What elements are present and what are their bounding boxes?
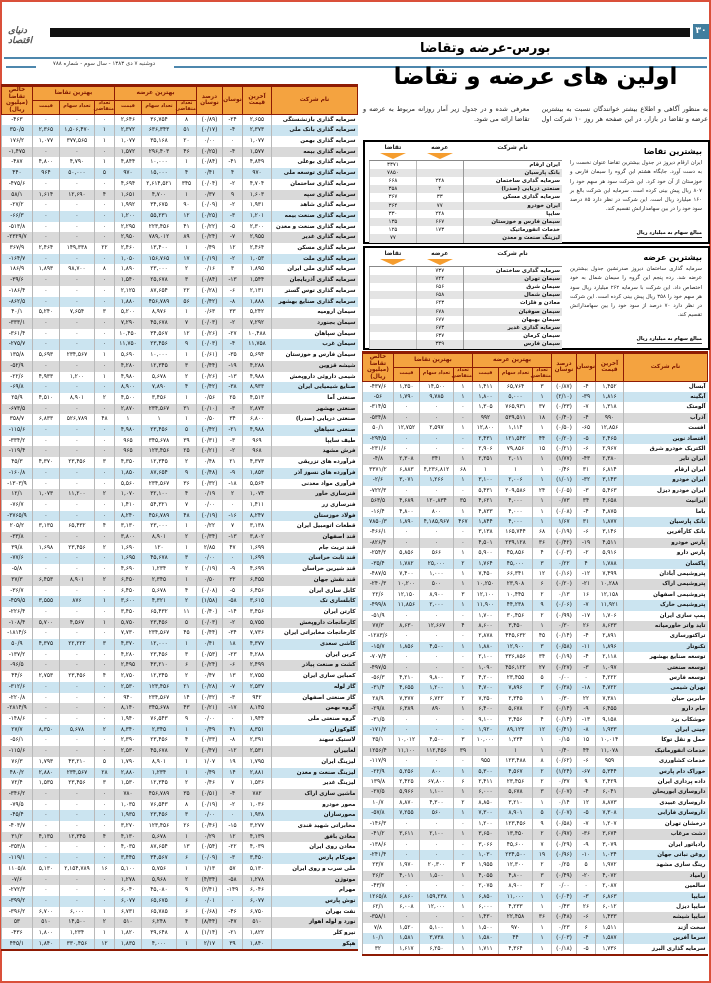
table-row: ایران خودرو ۳,۱۴۳ -۳۲ (۱/۰۱) ۱ ۲,۰۰۶ ۳,۱۰۰ ۱ ۱,۲۶۶ ۳,۰۷۱ -۲/۶ <box>362 475 707 485</box>
table-row: سرمایه گذاری بوعلی ۴,۸۴۹ -۴۱ (۰/۸۴) ۱ ۱۰,۰۰۰ ۴,۸۴۴ ۱ ۴,۷۹۰ ۴,۸۰۰ -۴۸۷ <box>1 157 357 168</box>
table-row: پتروشیمی اصفهان ۱۲,۱۵۸ ۱۶ ۰/۱۳ ۲ ۱۰,۴۴۵ ۱۲,۱۰۰ ۳ ۸,۹۰۰ ۱۲,۱۵۰ ۲۲/۶ <box>362 590 707 600</box>
table-row: معادن و فلزات ۶۴۳ <box>370 299 563 307</box>
table-row: پارس خودرو ۴,۵۱۱ -۱۹ (۰/۴۲) ۳۶ ۲۳۹,۱۲۸ ۴,۵۰۱ ۰ ۰ ۰ -۸۲۶/۴ <box>362 538 707 548</box>
dateline-dash <box>6 66 36 68</box>
col-change-pct: درصد نوسان <box>552 353 577 382</box>
table-row: سرمایه گذاری مسکن ۳۳ ۳۶۷ <box>370 193 563 201</box>
table-row: قند تربت جام ۱,۶۹۹ ۴۷ ۲/۸۵ ۱ ۱۲۰ ۱,۶۹۰ ۲ ۲۳,۴۵۶ ۱,۶۹۸ ۳۹/۸ <box>1 543 357 554</box>
col-company: نام شرکت <box>463 145 562 160</box>
table-row: کارخانجات مخابراتی ایران ۷,۷۳۶ -۳۴ (۰/۴۴) ۴۵ ۲۳۴,۵۶۷ ۷,۷۳۰ ۰ ۰ ۰ -۱۸۱۴/۶ <box>1 628 357 639</box>
table-row: لیزینگ غدیر ۱,۵۳۶ ۷ ۰/۴۶ ۲ ۱۲,۳۴۵ ۱,۵۳۰ ۳ ۲۳,۴۵۶ ۱,۵۳۵ ۷۲/۴ <box>1 778 357 789</box>
table-row: جام دارو ۶,۴۵۵ -۹ (۰/۱۴) ۲ ۵,۶۷۸ ۶,۴۰۰ ۱ ۸۹۰ ۶,۳۸۹ -۲۹/۸ <box>362 704 707 714</box>
table-row: آبگینه ۱,۸۱۶ -۳۹ (۲/۱۰) ۱ ۵,۰۰۰ ۱,۸۰۰ ۱ ۹,۷۸۵ ۱,۷۹۰ -۵۶ <box>362 392 707 402</box>
col-demand-count: تعداد متقاضی <box>453 367 472 381</box>
table-row: کابلسازی تک ۳,۶۱۵ -۵۸ (۱/۵۸) ۲ ۴,۳۲۱ ۳,۶۰۰ ۱ ۸۷۶ ۳,۵۵۵ -۴۵۹/۵ <box>1 596 357 607</box>
down-arrow-icon <box>380 153 406 159</box>
table-row: صنعتی آما ۴,۵۱۳ ۲۵ ۰/۵۶ ۱ ۳,۴۵۶ ۴,۵۰۰ ۲ ۸,۹۰۱ ۴,۵۱۰ ۲۵/۹ <box>1 393 357 404</box>
table-row: معادن بافق ۴,۱۳۹ ۱۲ ۰/۲۹ ۱ ۵,۶۷۸ ۴,۱۳۰ ۴ ۱۲,۳۴۵ ۴,۱۳۵ ۳۱/۲ <box>1 832 357 843</box>
table-row: دشت مرغاب ۳,۶۷۴ -۳۶ (۰/۹۷) ۲ ۱۳,۴۵۰ ۳,۶۵۰ ۱ ۲,۱۰۰ ۳,۶۱۱ -۴۱/۲ <box>362 829 707 839</box>
table-row: توسعه فارس ۴,۲۲۲ ۰ ۰/۰۰ ۵ ۲۳,۴۵۵ ۴,۲۰۰ ۲ ۹,۸۰۰ ۴,۲۱۰ -۵۶/۳ <box>362 673 707 683</box>
left-quotes-table-wrap <box>2 84 358 951</box>
table-row: فرش مشهد ۹۶۸ -۲ (۰/۲۱) ۲۵ ۱۲۳,۴۵۶ ۹۶۵ ۰ ۰ ۰ -۱۱۹/۴ <box>1 446 357 457</box>
table-row: سیمان بجنورد ۷,۲۹۲ -۲ (۰/۰۳) ۷ ۴۵,۶۷۸ ۷,۲۹۰ ۰ ۰ ۰ -۳۳۳/۱ <box>1 318 357 329</box>
col-supply-price: قیمت <box>114 100 141 114</box>
table-row: هپکو ۱,۸۴۰ ۳۹ ۲/۱۷ ۱ ۴,۰۰۰ ۱,۸۳۵ ۱۲ ۳۳۰,۴۵۶ ۱,۸۴۰ ۴۴۵/۱ <box>1 939 357 951</box>
table-row: فولاد خوزستان ۸,۲۴۷ -۱۶ (۰/۱۹) ۴۸ ۴۵۶,۷۸۹ ۸,۲۴۰ ۰ ۰ ۰ -۳۷۶۵/۹ <box>1 511 357 522</box>
col-change-pct: درصد نوسان <box>197 86 223 115</box>
table-row: سخت آژند ۱,۵۱۱ ۶ ۰/۲۳ ۱ ۹۷۰ ۱,۵۰۰ ۱ ۵,۱۰۰ ۱,۵۲۰ ۷/۸ <box>362 923 707 933</box>
table-row: سرمایه گذاری توسعه ملی ۹۷۰ ۴ ۰/۴۱ ۴ ۱۵,۰۰۰ ۹۷۰ ۵ ۵۰,۰۰۰ ۹۶۴ ۴۴۰ <box>1 168 357 179</box>
col-supply-price: قیمت <box>472 367 498 381</box>
table-row: رادیاتور ایران ۳,۰۷۹ -۹ (۰/۲۹) ۷ ۴۵,۶۰۰ ۳,۰۶۶ ۰ ۰ ۰ -۱۳۸/۶ <box>362 840 707 850</box>
table-row: سرمایه گذاری شاهد ۱,۹۳۱ -۲ (۰/۰۹) ۹۰ ۳۴,۶۷۵ ۱,۹۹۲ ۰ ۰ ۰ -۲۷/۲ <box>1 200 357 211</box>
table-row: بانک پارسیان ۷۸۵۰ <box>370 169 563 177</box>
table-row: چینی ایران ۱,۹۳۳ -۸ (۰/۴۱) ۱۲ ۸۹,۱۲۳ ۱,۹۲۰ ۰ ۰ ۰ -۱۷۱/۲ <box>362 725 707 735</box>
table-row: ایران خودرو ۷۷ ۳۶۴ <box>370 202 563 210</box>
table-row: الکتریک خودرو شرق ۲,۹۶۷ -۶ (۰/۲۱) ۱۵ ۷۹,۸۵۶ ۲,۹۰۶ ۰ ۰ ۰ -۲۳۱/۶ <box>362 444 707 454</box>
table-row: آذرآب ۹۹۰ -۴ (۰/۴۰) ۱۸ ۵۳۹,۵۱۱ ۹۹۲ ۰ ۰ ۰ -۵۳۴/۸ <box>362 413 707 423</box>
table-row: سرمایه گذاری توس گستر ۲,۱۳۱ -۶ (۰/۲۸) ۲۲ ۸۷,۶۵۴ ۲,۱۲۵ ۰ ۰ ۰ -۱۸۶/۴ <box>1 286 357 297</box>
table-row: لاستیک سهند ۲,۳۹۱ -۸ (۰/۳۳) ۴ ۲۳,۴۵۶ ۲,۳۹۰ ۰ ۰ ۰ -۵۶/۱ <box>1 735 357 746</box>
col-demand-volume: تعداد سهام <box>59 100 94 114</box>
most-supply-heading: بیشترین عرضه <box>643 253 702 262</box>
table-row: پتروشیمی آبادان ۷,۴۹۹ -۱۲ (۰/۱۶) ۱۲ ۶۶,۳۴۱ ۷,۴۵۰ ۱ ۱,۰۰۰ ۷,۴۰۰ -۴۸۷/۵ <box>362 569 707 579</box>
table-row: ماشین سازی اراک ۷۸۲ -۴ (۰/۵۱) ۳۵ ۴۵۶,۷۸۹ ۷۸۰ ۰ ۰ ۰ -۳۴۶/۲ <box>1 789 357 800</box>
page-title: اولین های عرضه و تقاضا <box>393 64 678 90</box>
table-row: گاز صنعتی اصفهان ۹۴۲ -۳ (۰/۳۲) ۱۴ ۲۳۴,۵۶۷ ۹۴۰ ۰ ۰ ۰ -۲۲۰/۸ <box>1 693 357 704</box>
table-row: تراکتورسازی ۲,۸۹۱ -۴ (۰/۱۴) ۴۵ ۴۴۵,۶۳۲ ۲,۸۷۸ ۰ ۰ ۰ -۱۲۸۳/۶ <box>362 631 707 641</box>
table-row: سیمان سپاهان ۱۰,۴۸۸ -۲۷ (۰/۲۶) ۱۲ ۳۴,۵۶۷ ۱۰,۴۵۰ ۰ ۰ ۰ -۳۶۱/۴ <box>1 329 357 340</box>
most-supply-table-wrap <box>365 248 566 348</box>
table-row: سیمان شرق ۶۵۶ <box>370 283 563 291</box>
most-demand-text <box>566 142 708 242</box>
col-company: نام شرکت <box>272 86 358 115</box>
table-row: قند نقش جهان ۶,۴۵۵ ۳۲ ۰/۵۰ ۱ ۲,۳۴۵ ۶,۴۵۰ ۲ ۸,۹۰۱ ۶,۴۵۳ ۳۷/۳ <box>1 575 357 586</box>
table-row: سرمایه گذاری سپه ۱,۶۰۳ ۹ ۰/۳۷ ۱ ۴,۷۰۰ ۱,۶۵۱ ۴ ۱۲,۶۹۰ ۱,۶۱۴ ۵۸/۱ <box>1 190 357 201</box>
down-arrow-icon <box>380 259 406 265</box>
table-row: معادن روی ایران ۴,۰۳۹ -۲۲ (۰/۵۴) ۱۳ ۸۷,۶۵۴ ۴,۰۳۵ ۰ ۰ ۰ -۳۵۳/۸ <box>1 842 357 853</box>
frame-top <box>0 0 711 2</box>
table-row: تاید واتر خاورمیانه ۸,۶۳۳ ۲۶ ۰/۳۰ ۱ ۳,۴۵۰ ۸,۶۰۰ ۴ ۱۲,۶۶۷ ۸,۶۳۰ ۷۷/۳ <box>362 621 707 631</box>
table-row: مهرام ۶,۰۴۶ -۱۴۹ (۲/۴۱) ۹ ۴۵,۰۸۰ ۶,۰۴۰ ۰ ۰ ۰ -۲۷۲/۳ <box>1 885 357 896</box>
table-row: جابربن حیان ۷,۳۸۱ ۲۲ ۰/۳۰ ۱ ۲,۳۴۵ ۷,۳۵۰ ۲ ۶,۷۲۲ ۷,۳۷۷ ۲۸/۹ <box>362 694 707 704</box>
table-row: سرمایه گذاری بازنشستگی ۲,۶۵۵ -۲۴ (۰/۸۹) ۸ ۳۶,۷۵۴ ۲,۶۴۶ ۰ ۰ ۰ -۴۶۳ <box>1 114 357 125</box>
table-row: فرآورده های تزریقی ۴,۳۷۳ ۲۱ ۰/۴۸ ۲ ۱۲,۳۴۵ ۴,۳۵۰ ۳ ۲۳,۴۵۶ ۴,۳۷۰ ۴۵/۳ <box>1 457 357 468</box>
table-row: سرمایه گذاری البرز ۱,۷۳۶ -۵ (۰/۱۸) ۱ ۴,۳۶۴ ۱,۷۱۱ ۱ ۶,۲۵۰ ۱,۶۱۷ ۳۲ <box>362 944 707 955</box>
table-row: سالمین ۲,۰۸۷ ۰ ۰/۰۰ ۲ ۸,۹۰۰ ۲,۰۷۵ ۰ ۰ ۰ -۴۳/۷ <box>362 881 707 891</box>
table-row: صنعتی بهشهر ۲,۸۷۳ -۳ (۰/۱۰) ۳۱ ۲۳۴,۵۶۷ ۲,۸۷۰ ۰ ۰ ۰ -۶۷۳/۵ <box>1 404 357 415</box>
table-row: سایپا دیزل ۶,۰۱۲ ۲۶ ۰/۴۳ ۱ ۴,۲۳۳ ۶,۰۰۰ ۱ ۱۲,۰۰۰ ۶,۰۰۸ ۶۲/۱ <box>362 902 707 912</box>
intro-paragraph: به منظور آگاهی و اطلاع بیشتر خوانندگان نسبت به بیشترین عرضه و تقاضا در بازار، در این صفحه هر روز ۱۰ شرکت اول معرفی شده و در جدول زیر آمار روزانه مربوط به عرضه و تقاضا ارائه می شود. <box>363 105 708 124</box>
col-demand-count: تعداد متقاضی <box>94 100 114 114</box>
table-row: داده پردازی ایران ۲,۴۲۹ ۹ ۰/۳۷ ۲ ۲۳,۴۵۶ ۲,۴۱۱ ۶ ۶۷,۸۰۰ ۲,۴۲۵ ۱۳۹/۸ <box>362 777 707 787</box>
col-net-demand: خالص تقاضا (میلیون ریال) <box>1 86 32 115</box>
table-row: پارس دارو ۵,۹۱۶ -۲ (۰/۰۳) ۴ ۴۵,۸۵۶ ۵,۹۰۰ ۱ ۵۶۶ ۵,۸۵۶ -۲۵۴/۲ <box>362 548 707 558</box>
table-row: توسعه صنایع بهشهر ۲,۱۱۸ -۴ (۰/۱۹) ۳۴ ۳۳۶,۸۵۶ ۲,۱۰۰ ۰ ۰ ۰ -۷۰۷/۴ <box>362 652 707 662</box>
table-row: سیمان بهبهان ۶۷۷ <box>370 316 563 324</box>
table-row: لیزینگ صنعت و معدن ۲,۸۸۱ ۱۴ ۰/۴۹ ۱ ۱,۲۳۴ ۲,۸۸۰ ۲۸ ۲۳۴,۵۶۷ ۲,۸۸۰ ۴۸۰/۲ <box>1 768 357 779</box>
table-row: سایپا شیشه ۱,۴۳۳ -۶ (۰/۴۸) ۳۶ ۲۲,۴۵۸ ۱,۴۳۰ ۰ ۰ ۰ -۳۵۸/۱ <box>362 912 707 922</box>
table-row: مهرکام پارس ۳,۴۵۰ -۳ (۰/۰۹) ۶ ۳۴,۵۶۷ ۳,۴۴۵ ۰ ۰ ۰ -۱۱۹/۱ <box>1 853 357 864</box>
table-row: کمباین سازی ایران ۲,۷۵۵ ۱۳ ۰/۴۷ ۲ ۱۲,۳۴۵ ۲,۷۵۰ ۴ ۲۳,۴۵۶ ۲,۷۵۳ ۴۴/۶ <box>1 671 357 682</box>
table-row: صنعتی دریایی (صدرا) ۶,۸۰۰ ۳۴ ۰/۵۰ ۱ ۱ ۱ ۴۸ ۵۲۶,۷۸۹ ۶,۸۳۳ ۳۵۸/۷ <box>1 414 357 425</box>
table-row: کارخانجات داروپخش ۵,۷۵۵ -۲ (۰/۰۳) ۵ ۲۳,۴۵۶ ۵,۷۵۰ ۱ ۴,۵۶۷ ۵,۷۰۰ -۱۰۸/۴ <box>1 618 357 629</box>
col-demand: تقاضا <box>370 145 417 160</box>
col-supply-count: تعداد متقاضی <box>177 100 197 114</box>
table-row: سیمان کرمان ۶۳۷ <box>370 332 563 340</box>
table-row: گاز لوله ۲,۵۳۷ -۷ (۰/۲۸) ۲۱ ۱۲۳,۴۵۶ ۲,۵۳۰ ۰ ۰ ۰ -۳۱۲/۶ <box>1 682 357 693</box>
most-demand-heading: بیشترین تقاضا <box>643 147 702 156</box>
table-row: لعابیران ۲,۵۳۱ -۱۲ (۰/۴۷) ۷ ۴۵,۶۷۸ ۲,۵۳۰ ۰ ۰ ۰ -۱۱۵/۶ <box>1 746 357 757</box>
col-last-price: آخرین قیمت <box>596 353 624 382</box>
dateline: دوشنبه ۷ دی ۱۳۸۳ - سال سوم - شماره ۷۸۸ <box>52 61 156 67</box>
right-quotes-table-wrap <box>363 351 708 956</box>
header-rule <box>4 57 707 59</box>
col-group-best-supply: بهترین عرضه <box>114 86 196 101</box>
table-row: سرمایه گذاری ملت ۱,۰۵۳ -۲ (۰/۱۹) ۱۷ ۱۵۶,۷۶۵ ۱,۰۵۰ ۰ ۰ ۰ -۱۶۴/۷ <box>1 254 357 265</box>
table-row: ملی سرب و روی ایران ۵,۱۳۰ ۵۷ ۱/۱۳ ۱ ۵,۷۵۶ ۵,۱۰۰ ۱۶ ۲,۱۵۴,۷۸۹ ۵,۱۳۰ ۱۱۰۵/۸ <box>1 864 357 875</box>
col-group-best-demand: بهترین تقاضا <box>393 353 472 368</box>
table-row: نیرو کلر ۱,۸۲۲ -۲۱ (۱/۱۴) ۸ ۳۹,۶۴۸ ۱,۸۲۰ ۱ ۱,۲۳۴ ۱,۸۰۰ -۴۳۶ <box>1 928 357 939</box>
table-row: فرآورده های نسوز آذر ۱,۸۵۳ -۹ (۰/۴۸) ۹ ۸۷,۶۵۴ ۱,۸۵۰ ۰ ۰ ۰ -۱۶۰/۸ <box>1 468 357 479</box>
table-row: سرمایه گذاری بهمن ۱,۰۷۷ ۰ ۰/۰۰ ۲۰ ۳۵,۱۶۸ ۱,۰۷۷ ۱ ۳۷۷,۵۶۵ ۱,۰۷۷ ۱۷۶/۲ <box>1 136 357 147</box>
table-row: محورسازان ۱,۹۳۸ ۰ ۰/۰۰ ۳ ۲۳,۴۵۶ ۱,۹۳۵ ۰ ۰ ۰ -۴۵/۴ <box>1 810 357 821</box>
table-row: قند شیرین خراسان ۴,۶۹۹ -۹ (۰/۱۹) ۲ ۱,۲۳۴ ۴,۶۹۰ ۰ ۰ ۰ -۵/۸ <box>1 564 357 575</box>
table-row: ایران تایر ۲,۳۸۰ -۴۳ (۱/۷۷) ۱ ۲,۰۱۱ ۲,۳۵۱ ۱ ۳۴۱ ۲,۳۰۸ -۴/۸ <box>362 454 707 464</box>
table-row: پمپ سازی ایران ۱,۷۰۶ -۱۷ (۰/۹۹) ۲ ۳۰,۴۵۶ ۱,۷۰۰ ۰ ۰ ۰ -۵۱/۹ <box>362 611 707 621</box>
table-row: ایران ارقام ۶,۸۱۴ ۳۱ ۰/۴۶ ۱ ۱ ۱ ۶۸ ۴,۲۳۶,۸۱۲ ۶,۸۸۳ ۳۳۷۱/۲ <box>362 465 707 475</box>
table-row: صنعتی دریایی (صدرا) ۴ ۳۵۸ <box>370 185 563 193</box>
table-row: نورد و لوله اهواز ۵۱۰ -۴۷ (۸/۴۴) ۴ ۶,۲۴۸ ۵۱۰ ۲ ۱۴,۵۰۰ ۵۱۰ ۵۳ <box>1 917 357 928</box>
table-row: مخابراتی شهید قندی ۳,۲۷۷ -۱۵ (۰/۴۶) ۲۶ ۱۲۳,۴۵۶ ۳,۲۷۰ ۰ ۰ ۰ -۴۰۳/۷ <box>1 821 357 832</box>
table-row: سرمایه گذاری ملی ایران ۱,۸۹۵ ۳ ۰/۱۶ ۲ ۲۳,۰۰۰ ۱,۸۹۰ ۸ ۹۸,۷۰۰ ۱,۸۹۳ ۱۸۶/۹ <box>1 264 357 275</box>
col-supply: عرضه <box>416 251 463 266</box>
col-demand: تقاضا <box>370 251 417 266</box>
most-demand-body: ایران ارقام دیروز در جدول بیشترین تقاضا عنوان نخست را به دست آورد. جایگاه هشتم این گروه را سیمان فارس و خوزستان از آن خود کرد. این شرکت سود هر سهم خود را ۸۰۷ ریال پیش بینی کرده است. سرمایه این شرکت بالغ بر ۱۶۰ میلیارد ریال است. این شرکت در نظر دارد ۸۵ درصد سود خود را در بین سهامدارانش تقسیم کند. <box>570 160 702 213</box>
col-last-price: آخرین قیمت <box>243 86 272 115</box>
table-row: قند ثابت خراسان ۱,۶۹۹ ۰ ۰/۰۰ ۳ ۴۵,۶۷۸ ۱,۶۹۵ ۰ ۰ ۰ -۷۷/۶ <box>1 553 357 564</box>
table-row: سرمایه گذاری ساختمان ۲۴۸ ۶۶۸ <box>370 177 563 185</box>
table-row: سرمایه گذاری مسکن ۲,۴۶۴ ۱۲ ۰/۴۹ ۱ ۱۳,۴۰۰ ۲,۴۶۰ ۲۲ ۱۴۹,۳۳۸ ۲,۴۶۴ ۳۶۷/۹ <box>1 243 357 254</box>
table-row: روغن نباتی جهان ۱,۰۳۴ -۱۰ (۰/۹۶) ۱۹ ۲۳۴,۵۰۰ ۱,۰۳۰ ۰ ۰ ۰ -۲۴۱/۴ <box>362 850 707 860</box>
table-row: سرمایه گذاری غدیر ۶۷۳ <box>370 324 563 332</box>
table-row: جوشکاب یزد ۹,۱۵۸ -۱۳ (۰/۱۴) ۴ ۳,۴۵۶ ۹,۱۰۰ ۰ ۰ ۰ -۳۱/۵ <box>362 715 707 725</box>
table-row: آلومتک ۱,۳۱۸ -۷ (۰/۳۳) ۳۷ ۷۶۵,۹۳۱ ۱,۳۰۵ ۰ ۰ ۰ -۳۱۴/۵ <box>362 402 707 412</box>
table-row: کابل سازی ایران ۶,۴۵۶ -۵ (۰/۰۸) ۴ ۵,۶۷۸ ۶,۴۵۰ ۰ ۰ ۰ -۳۶/۷ <box>1 586 357 597</box>
table-row: سایپا ۲۴۸ ۳۳۰ <box>370 210 563 218</box>
right-quotes-table <box>362 351 708 956</box>
col-supply: عرضه <box>416 145 463 160</box>
table-row: تکنوتار ۱,۸۹۶ -۱۱ (۰/۵۸) ۳ ۱۲,۹۰۰ ۱,۸۸۰ ۱ ۴,۵۰۰ ۱,۸۵۶ -۱۵/۷ <box>362 642 707 652</box>
table-row: بانک کارآفرین ۳,۱۴۶ -۶ (۰/۱۹) ۶۸ ۱۶۵,۷۴۴ ۳,۱۳۸ ۰ ۰ ۰ -۴۶۶/۱ <box>362 527 707 537</box>
table-row: کشت و صنعت پیاذر ۲,۴۹۹ -۶ (۰/۲۴) ۶ ۴۳,۲۱۰ ۲,۴۹۵ ۰ ۰ ۰ -۹۶/۵ <box>1 660 357 671</box>
col-change: نوسان <box>223 86 243 115</box>
col-supply-count: تعداد متقاضی <box>533 367 552 381</box>
col-demand-price: قیمت <box>32 100 59 114</box>
table-row: خدمات انفورماتیک ۱۱,۰۷۸ ۴۴ ۰/۴۰ ۱ ۱ ۱ ۳۹ ۱۱۲,۴۵۶ ۱۱,۱۰۰ ۱۲۵۶/۴ <box>362 746 707 756</box>
table-row: سیمان غرب ۱۱,۷۵۸ -۴ (۰/۰۳) ۹ ۲۳,۴۵۶ ۱۱,۷۵۰ ۰ ۰ ۰ -۲۷۵/۷ <box>1 339 357 350</box>
most-demand-note: مبالغ سهام به میلیارد ریال <box>636 230 702 236</box>
table-row: صنایع شیمیایی ایران ۸,۹۳۳ -۳۸ (۰/۴۲) ۴ ۷,۸۹۰ ۸,۹۰۰ ۰ ۰ ۰ -۶۹/۸ <box>1 382 357 393</box>
table-row: سیمان فارس و خوزستان ۵,۶۹۴ -۳۵ (۰/۶۱) ۱ ۱۰,۰۰۰ ۵,۶۹۰ ۱ ۲۳۴,۵۶۷ ۵,۶۹۳ ۱۳۵/۸ <box>1 350 357 361</box>
header-black-bar <box>50 28 690 37</box>
table-row: داروسازی عبیدی ۸,۸۷۳ ۱۲ ۰/۱۴ ۱ ۳,۲۱۰ ۸,۸۵۰ ۲ ۴,۳۰۰ ۸,۸۷۰ ۱۰/۷ <box>362 798 707 808</box>
table-row: حمل و نقل توکا ۱۰,۰۱۴ ۱۵ ۰/۱۵ ۱ ۱,۲۳۴ ۱۰,۰۰۰ ۳ ۴,۵۰۰ ۱۰,۰۱۲ ۳۵/۱ <box>362 735 707 745</box>
most-demand-table <box>369 145 562 243</box>
table-row: خوراک دام پارس ۵,۳۴۴ -۶۷ (۱/۲۴) ۲ ۴,۵۶۷ ۵,۳۰۰ ۱ ۸۰۰ ۵,۲۵۶ -۲۲/۹ <box>362 767 707 777</box>
table-row: اقتصاد نوین ۲,۴۶۵ -۵ (۰/۲۰) ۴۴ ۱۲۱,۵۴۲ ۲,۴۳۱ ۰ ۰ ۰ -۲۹۴/۵ <box>362 434 707 444</box>
table-row: کارتن ایران ۳,۴۵۶ -۱۴ (۰/۴۰) ۱۱ ۶۵,۴۳۲ ۳,۴۵۰ ۰ ۰ ۰ -۲۲۶/۴ <box>1 607 357 618</box>
table-row: گروه صنعتی ملی ۱,۹۴۴ ۰ ۰/۰۰ ۹ ۷۶,۵۴۳ ۱,۹۴۰ ۰ ۰ ۰ -۱۴۸/۶ <box>1 714 357 725</box>
table-row: افست ۱۲,۸۵۶ -۶۵ (۰/۵۰) ۱ ۱,۱۱۴ ۱۲,۸۰۰ ۱ ۲,۵۹۷ ۱۲,۷۵۲ ۵۰/۱ <box>362 423 707 433</box>
most-supply-table <box>369 251 562 349</box>
table-row: قطعات اتومبیل ایران ۳,۱۳۸ ۷ ۰/۲۲ ۱ ۲۳,۰۰۰ ۳,۱۳۰ ۴ ۶۵,۴۳۲ ۳,۱۳۵ ۲۰۵/۲ <box>1 521 357 532</box>
table-row: زامیاد ۴,۰۷۲ -۲۰ (۰/۴۹) ۳ ۴,۸۰۰ ۴,۰۵۵ ۱ ۱,۵۰۰ ۴,۰۱۱ ۳۶/۳ <box>362 871 707 881</box>
table-row: صنعتی سپاهان ۴,۹۸۸ -۲۱ (۰/۴۲) ۵ ۲۳,۴۵۶ ۴,۹۸۰ ۰ ۰ ۰ -۱۱۵/۶ <box>1 425 357 436</box>
table-row: قند اصفهان ۳,۸۰۲ -۱۳ (۰/۳۴) ۲ ۸,۹۰۱ ۳,۸۰۰ ۰ ۰ ۰ -۳۳/۸ <box>1 532 357 543</box>
table-row: سیمان ارومیه ۵,۲۴۲ ۳۳ ۰/۶۳ ۱ ۸,۹۷۶ ۵,۲۰۰ ۳ ۷,۶۵۴ ۵,۲۴۰ ۴۰/۱ <box>1 307 357 318</box>
table-row: آبسال ۱,۴۵۲ -۴ (۰/۸۷) ۳ ۶۵,۷۶۴ ۱,۴۱۱ ۱ ۱۴,۵۰۰ ۱,۳۵۰ -۴۳۷/۶ <box>362 381 707 392</box>
table-row: سرمایه گذاری ساختمان ۴,۷۰۴ -۲ (۰/۰۴) ۳۴۵ ۲,۶۱۴,۵۲۱ ۴,۶۹۴ ۰ ۰ ۰ -۴۷۵/۶ <box>1 179 357 190</box>
col-supply-volume: تعداد سهام <box>499 367 533 381</box>
down-arrow-icon <box>427 153 453 159</box>
table-row: توسعه صنعتی ۱,۰۹۷ -۳ (۰/۲۷) ۲۷ ۴۵۶,۱۲۲ ۱,۰۹۰ ۰ ۰ ۰ -۴۹۷/۵ <box>362 663 707 673</box>
table-row: سیمان فارس ۳۳۹ <box>370 340 563 348</box>
table-row: سرمایه گذاری صنعت و معدن ۲,۳۰۰ -۵ (۰/۲۲) ۴۱ ۲۲۳,۴۵۶ ۲,۲۹۵ ۰ ۰ ۰ -۵۱۳/۸ <box>1 222 357 233</box>
table-row: شیمی داروئی داروپخش ۴,۹۸۸ -۱۳ (۰/۲۶) ۲ ۵,۶۷۸ ۴,۹۸۰ ۱ ۱,۲۰۰ ۴,۹۳۳ -۲۲/۶ <box>1 372 357 383</box>
table-row: فنرسازی خاور ۱,۰۷۴ ۲ ۰/۱۹ ۴ ۳۲,۱۰۰ ۱,۰۷۰ ۲ ۱۱,۲۰۰ ۱,۰۷۳ ۱۲/۱ <box>1 489 357 500</box>
table-row: خدمات کشاورزی ۹۵۹ -۶ (۰/۶۲) ۸ ۱۲۳,۴۸۸ ۹۵۵ ۰ ۰ ۰ -۱۱۷/۹ <box>362 756 707 766</box>
table-row: نفت بهران ۶,۷۵۰ -۴۶ (۰/۶۸) ۶ ۶۵,۷۸۵ ۶,۷۳۱ ۱ ۶,۰۰۰ ۶,۷۰۰ -۳۹۶/۲ <box>1 907 357 918</box>
table-row: رینگ سازی مشهد ۱,۹۷۲ ۵ ۰/۲۵ ۲ ۱۲,۳۰۰ ۱,۹۵۵ ۳ ۲۰,۳۰۰ ۱,۹۷۰ ۲۳/۷ <box>362 860 707 870</box>
most-supply-body: سرمایه گذاری ساختمان دیروز صدرنشین جدول بیشترین عرضه شد. رده پنجم این گروه را سیمان شمال به خود اختصاص داد. این شرکت با سرمایه ۲۶۲ میلیارد ریال سود هر سهم خود را ۳۵۸ ریال پیش بینی کرده است. این شرکت در نظر دارد ۷۰ درصد از سود خود را بین سهامدارانش تقسیم کند. <box>570 266 702 319</box>
masthead-logo: دنیای اقتصاد <box>8 26 33 46</box>
down-arrow-icon <box>427 259 453 265</box>
col-company: نام شرکت <box>624 353 708 382</box>
table-row: سرمایه گذاری غدیر ۲,۹۵۵ -۷ (۰/۲۴) ۸۹ ۷۸۹,۰۱۲ ۲,۹۵۰ ۰ ۰ ۰ -۲۳۲۹/۷ <box>1 232 357 243</box>
table-row: تهران شیمی ۴,۷۲۲ -۱۸ (۰/۳۸) ۳ ۷,۸۹۶ ۴,۷۰۰ ۱ ۱,۲۰۰ ۴,۶۵۵ -۳۱/۴ <box>362 683 707 693</box>
table-row: پتروشیمی خارک ۱۱,۹۲۱ -۷ (۰/۰۶) ۹ ۴۴,۲۳۸ ۱۱,۹۰۰ ۱ ۲,۰۰۰ ۱۱,۸۵۶ -۴۹۹/۸ <box>362 600 707 610</box>
col-change: نوسان <box>577 353 596 382</box>
table-row: فرآوری مواد معدنی ۵,۵۶۴ -۱۸ (۰/۳۲) ۳۶ ۲۳۴,۵۶۷ ۵,۵۶۰ ۰ ۰ ۰ -۱۳۰۳/۹ <box>1 479 357 490</box>
table-row: طیف سایپا ۹۶۹ -۳ (۰/۳۱) ۳۹ ۳۴۵,۶۷۸ ۹۶۵ ۰ ۰ ۰ -۳۳۴/۲ <box>1 436 357 447</box>
table-row: سایپا ۶,۸۶۳ -۳ (۰/۰۴) ۱ ۱۱,۰۰۰ ۶,۸۵۰ ۱ ۱۵۹,۲۳۸ ۶,۸۶۰ ۱۲۶۵/۸ <box>362 892 707 902</box>
table-row: گروه بهمن ۸,۱۴۵ -۱۷ (۰/۲۱) ۴۳ ۳۴۵,۶۷۸ ۸,۱۴۰ ۰ ۰ ۰ -۲۸۱۴/۹ <box>1 703 357 714</box>
col-supply-volume: تعداد سهام <box>142 100 177 114</box>
table-row: سرمایه گذاری ساختمان ۷۳۷ <box>370 266 563 275</box>
table-row: پاکسان ۱,۷۸۸ ۴ ۰/۲۲ ۳ ۴۵,۰۰۰ ۱,۷۶۴ ۲ ۲۵,۰۰۰ ۱,۷۸۲ -۳۵/۴ <box>362 559 707 569</box>
section-title: بورس-عرضه وتقاضا <box>420 41 551 56</box>
table-row: سرمایه گذاری صنایع بهشهر ۱,۸۸۸ -۸ (۰/۴۲) ۵۶ ۴۵۶,۷۸۹ ۱,۸۸۰ ۰ ۰ ۰ -۸۶۲/۵ <box>1 297 357 308</box>
table-row: کربن ایران ۴,۲۸۸ -۲۳ (۰/۵۳) ۳ ۲۳,۴۵۶ ۴,۲۸۰ ۰ ۰ ۰ -۱۳۷/۲ <box>1 650 357 661</box>
col-group-best-supply: بهترین عرضه <box>472 353 551 368</box>
table-row: محور خودرو ۱,۰۳۶ -۲ (۰/۱۹) ۸ ۷۶,۵۴۳ ۱,۰۳۵ ۰ ۰ ۰ -۷۹/۵ <box>1 800 357 811</box>
table-row: گلوکوزان ۸,۳۵۱ ۴۱ ۰/۴۹ ۱ ۲,۳۴۵ ۸,۳۴۰ ۲ ۵,۶۷۸ ۸,۳۵۰ ۲۷/۷ <box>1 725 357 736</box>
table-row: باما ۴,۸۷۵ -۴ (۰/۰۸) ۱ ۴,۰۰۰ ۴,۸۳۳ ۱ ۸۰۰ ۴,۸۰۰ -۱۶/۴ <box>362 507 707 517</box>
table-row: موتوژن ۱,۲۷۸ -۵۸ (۴/۳۴) ۲ ۵,۹۶۸ ۱,۲۷۸ ۰ ۰ ۰ -۷/۶ <box>1 875 357 886</box>
table-row: سرمایه گذاری بیمه ۱,۵۷۷ -۴ (۰/۲۵) ۴۶ ۲۹۶,۴۰۳ ۱,۵۷۲ ۰ ۰ ۰ -۱,۴۷۵ <box>1 147 357 158</box>
table-row: خدمات انفورماتیک ۱۷۳ ۱۲۵ <box>370 226 563 234</box>
table-row: سیمان فارس و خوزستان ۶۶۷ ۱۳۵ <box>370 218 563 226</box>
table-row: فنرسازی زر ۱,۴۱۱ ۰ ۰/۰۰ ۷ ۵۴,۳۲۱ ۱,۴۱۰ ۰ ۰ ۰ -۷۶/۷ <box>1 500 357 511</box>
col-group-best-demand: بهترین تقاضا <box>32 86 114 101</box>
left-quotes-table <box>1 84 358 951</box>
col-net-demand: خالص تقاضا (میلیون ریال) <box>362 353 393 382</box>
most-supply-box <box>363 246 710 350</box>
table-row: پتروشیمی اراک ۱۰,۲۸۸ -۲۱ (۰/۲۰) ۶ ۲۳,۹۰۸ ۱۰,۲۵۰ ۱ ۵۰۰ ۱۰,۲۰۰ -۲۴۰/۳ <box>362 579 707 589</box>
col-demand-price: قیمت <box>393 367 419 381</box>
col-demand-volume: تعداد سهام <box>419 367 453 381</box>
table-row: ایران ارقام ۳۳۷۱ <box>370 160 563 169</box>
table-row: سرمایه گذاری بانک ملی ۲,۳۷۳ -۴ (۰/۱۷) ۵۱ ۶۳۶,۳۴۳ ۲,۳۷۲ ۱ ۱,۵۰۶,۴۷۰ ۲,۳۶۵ ۳۵۰/۵ <box>1 125 357 136</box>
table-row: لیزینگ ایران ۱,۷۹۵ ۱۹ ۱/۰۷ ۱ ۸,۹۰۱ ۱,۷۹۰ ۵ ۴۳,۲۱۰ ۱,۷۹۳ ۷۶/۳ <box>1 757 357 768</box>
page-number-badge: ۳۰ <box>693 24 709 39</box>
table-row: لیزینگ صنعت و معدن ۷۷ <box>370 234 563 242</box>
most-supply-text <box>566 248 708 348</box>
table-row: سرمایه گذاری آذربایجان ۱,۵۴۴ -۱۳ (۰/۸۴) ۳ ۲۵,۶۷۸ ۱,۵۴۰ ۰ ۰ ۰ -۳۹/۶ <box>1 275 357 286</box>
table-row: بانک پارسیان ۱,۸۷۷ ۳۱ ۱/۶۷ ۱ ۴,۰۰۰ ۱,۸۴۴ ۴۶۷ ۴,۱۸۵,۹۶۷ ۱,۸۹۰ ۷۸۵۰/۳ <box>362 517 707 527</box>
table-row: ایران خودرو دیزل ۵,۴۶۳ -۳ (۰/۰۵) ۲۴ ۲۰۹,۵۸۶ ۵,۴۳۱ ۰ ۰ ۰ -۷۲۲/۳ <box>362 486 707 496</box>
table-row: داروسازی ابوریحان ۶,۰۴۱ -۴ (۰/۰۷) ۳ ۵,۶۷۸ ۶,۰۰۰ ۱ ۱,۱۰۰ ۵,۹۶۶ -۲۷/۵ <box>362 787 707 797</box>
table-row: ایرانیت ۴,۶۵۸ ۳۴ ۰/۷۳ ۱ ۴,۰۰۰ ۴,۶۲۱ ۳۵ ۱۲۰,۸۳۴ ۴,۶۸۹ ۵۶۳/۵ <box>362 496 707 506</box>
table-row: سرمایه گذاری صنعت بیمه ۱,۲۰۱ -۳ (۰/۲۵) ۱۲ ۵۵,۲۳۱ ۱,۲۰۰ ۰ ۰ ۰ -۶۶/۳ <box>1 211 357 222</box>
table-row: سیمان شمال ۶۵۸ <box>370 291 563 299</box>
most-demand-table-wrap <box>365 142 566 242</box>
table-row: کاشی سعدی ۴,۳۷۷ ۱۸ ۰/۴۱ ۱ ۱۲,۰۰۰ ۴,۳۷۰ ۳ ۲۲,۲۲۲ ۴,۳۷۵ ۵۰/۹ <box>1 639 357 650</box>
table-row: درخشان تهران ۱,۲۰۷ -۷ (۰/۵۸) ۹ ۱۲۳,۴۵۶ ۱,۲۰۰ ۰ ۰ ۰ -۱۴۶/۳ <box>362 819 707 829</box>
table-row: شیشه قزوین ۴,۲۸۸ -۱۹ (۰/۴۴) ۳ ۱۲,۳۴۵ ۴,۲۸۰ ۰ ۰ ۰ -۵۲/۹ <box>1 361 357 372</box>
table-row: سیمان تهران ۷۴۴ <box>370 275 563 283</box>
table-row: داروسازی فارابی ۷,۳۰۸ -۵ (۰/۰۷) ۵ ۸,۹۰۱ ۷,۳۰۰ ۱ ۵۶۰ ۷,۲۵۵ -۵۷/۸ <box>362 808 707 818</box>
table-row: نوش پارس ۶,۰۷۷ ۰ ۰/۰۱ ۶ ۶۵,۶۷۵ ۶,۰۷۷ ۰ ۰ ۰ -۳۹۹/۲ <box>1 896 357 907</box>
most-supply-note: مبالغ سهام به میلیارد ریال <box>636 336 702 342</box>
table-row: سرما آفرین ۱,۵۸۷ -۴ (۰/۰۳) ۱ ۴۴ ۱,۵۸۰ ۱ ۳,۷۳۸ ۱,۵۸۱ ۱۰/۱ <box>362 933 707 943</box>
most-demand-box <box>363 140 710 244</box>
col-company: نام شرکت <box>463 251 562 266</box>
table-row: سیمان صوفیان ۶۷۸ <box>370 308 563 316</box>
